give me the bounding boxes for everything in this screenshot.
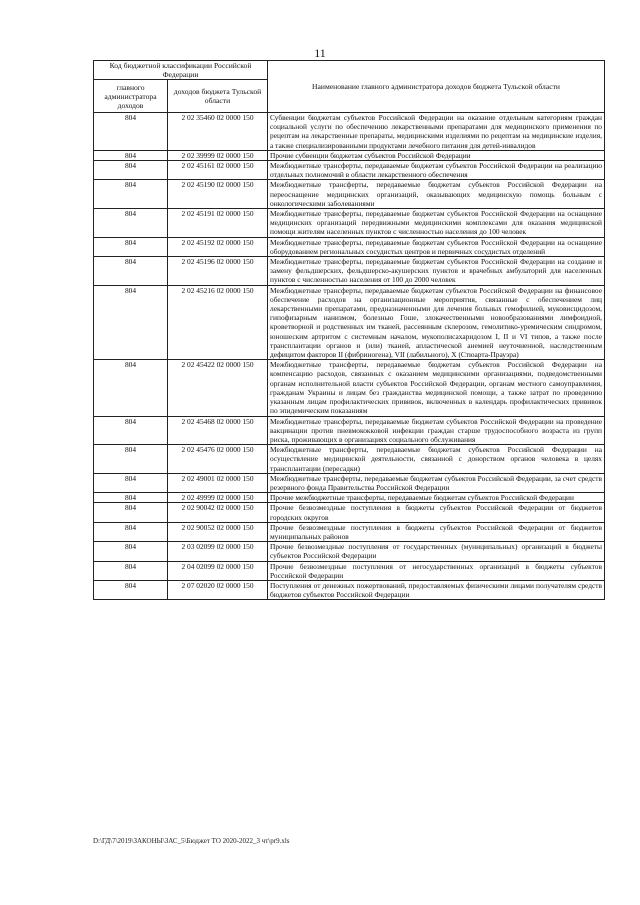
- table-row: [94, 150, 605, 160]
- header-administrator-name: Наименование главного администратора доходов бюджета Тульской области: [268, 61, 605, 113]
- page-number: 11: [314, 46, 326, 60]
- admin-code-cell: 804: [94, 360, 168, 416]
- revenue-code-cell: 2 02 45468 02 0000 150: [168, 416, 268, 445]
- revenue-name-cell: Прочие безвозмездные поступления в бюджеты субъектов Российской Федерации от бюджетов муниципальных районов: [268, 522, 605, 541]
- admin-code-cell: 804: [94, 561, 168, 580]
- revenue-name-cell: Межбюджетные трансферты, передаваемые бюджетам субъектов Российской Федерации на переоснащение медицинских организаций, оказывающих медицинскую помощь больным с онкологическими заболеваниями: [268, 180, 605, 209]
- revenue-code-cell: 2 02 45422 02 0000 150: [168, 360, 268, 416]
- table-row: [94, 237, 605, 256]
- revenue-code-cell: 2 02 90042 02 0000 150: [168, 503, 268, 522]
- table-row: [94, 503, 605, 522]
- revenue-administrators-table: [93, 60, 605, 600]
- file-path-footer: D:\ГД\7\2019\ЗАКОНЫ\ЗАС_5\Бюджет ТО 2020-2022_3 чт\pr9.xls: [93, 837, 290, 845]
- admin-code-cell: 804: [94, 180, 168, 209]
- revenue-name-cell: Субвенции бюджетам субъектов Российской Федерации на оказание отдельным категориям граждан социальной услуги по обеспечению лекарственными препаратами для медицинского применения по рецептам на лекарственные препараты, медицинскими изделиями по рецептам на медицинские изделия, а также специализированными продуктами лечебного питания для детей-инвалидов: [268, 113, 605, 151]
- admin-code-cell: 804: [94, 285, 168, 360]
- table-row: [94, 542, 605, 561]
- revenue-name-cell: Межбюджетные трансферты, передаваемые бюджетам субъектов Российской Федерации, за счет средств резервного фонда Правительства Российской Федерации: [268, 473, 605, 492]
- admin-code-cell: 804: [94, 493, 168, 503]
- admin-code-cell: 804: [94, 445, 168, 474]
- revenue-code-cell: 2 02 49001 02 0000 150: [168, 473, 268, 492]
- revenue-code-cell: 2 02 45191 02 0000 150: [168, 209, 268, 238]
- table-row: [94, 416, 605, 445]
- admin-code-cell: 804: [94, 503, 168, 522]
- revenue-code-cell: 2 02 45476 02 0000 150: [168, 445, 268, 474]
- table-row: [94, 561, 605, 580]
- admin-code-cell: 804: [94, 257, 168, 286]
- revenue-name-cell: Прочие субвенции бюджетам субъектов Российской Федерации: [268, 150, 605, 160]
- table-row: [94, 493, 605, 503]
- table-row: [94, 161, 605, 180]
- revenue-code-cell: 2 03 02099 02 0000 150: [168, 542, 268, 561]
- revenue-code-cell: 2 04 02099 02 0000 150: [168, 561, 268, 580]
- table-row: [94, 285, 605, 360]
- table-row: [94, 257, 605, 286]
- revenue-name-cell: Межбюджетные трансферты, передаваемые бюджетам субъектов Российской Федерации на оснащение медицинских организаций передвижными медицинскими комплексами для оказания медицинской помощи жителям населенных пунктов с численностью населения до 100 человек: [268, 209, 605, 238]
- header-main-administrator: главного администратора доходов: [94, 80, 168, 113]
- revenue-name-cell: Межбюджетные трансферты, передаваемые бюджетам субъектов Российской Федерации на оснащение оборудованием региональных сосудистых центров и первичных сосудистых отделений: [268, 237, 605, 256]
- revenue-name-cell: Межбюджетные трансферты, передаваемые бюджетам субъектов Российской Федерации на создание и замену фельдшерских, фельдшерско-акушерских пунктов и врачебных амбулаторий для населенных пунктов с численностью населения от 100 до 2000 человек: [268, 257, 605, 286]
- revenue-code-cell: 2 02 45161 02 0000 150: [168, 161, 268, 180]
- revenue-code-cell: 2 02 90052 02 0000 150: [168, 522, 268, 541]
- revenue-name-cell: Прочие межбюджетные трансферты, передаваемые бюджетам субъектов Российской Федерации: [268, 493, 605, 503]
- table-row: [94, 360, 605, 416]
- header-region-budget-revenue: доходов бюджета Тульской области: [168, 80, 268, 113]
- revenue-name-cell: Прочие безвозмездные поступления от негосударственных организаций в бюджеты субъектов Российской Федерации: [268, 561, 605, 580]
- table-row: [94, 180, 605, 209]
- table-row: [94, 209, 605, 238]
- revenue-name-cell: Межбюджетные трансферты, передаваемые бюджетам субъектов Российской Федерации на проведение вакцинации против пневмококковой инфекции граждан старше трудоспособного возраста из групп риска, проживающих в организациях социального обслуживания: [268, 416, 605, 445]
- admin-code-cell: 804: [94, 542, 168, 561]
- revenue-name-cell: Межбюджетные трансферты, передаваемые бюджетам субъектов Российской Федерации на реализацию отдельных полномочий в области лекарственного обеспечения: [268, 161, 605, 180]
- admin-code-cell: 804: [94, 209, 168, 238]
- admin-code-cell: 804: [94, 237, 168, 256]
- revenue-name-cell: Прочие безвозмездные поступления от государственных (муниципальных) организаций в бюджеты субъектов Российской Федерации: [268, 542, 605, 561]
- table-row: [94, 522, 605, 541]
- admin-code-cell: 804: [94, 150, 168, 160]
- admin-code-cell: 804: [94, 161, 168, 180]
- table-row: [94, 113, 605, 151]
- admin-code-cell: 804: [94, 580, 168, 599]
- revenue-code-cell: 2 02 45216 02 0000 150: [168, 285, 268, 360]
- table-row: [94, 473, 605, 492]
- revenue-name-cell: Межбюджетные трансферты, передаваемые бюджетам субъектов Российской Федерации на финансовое обеспечение расходов на организационные мероприятия, связанные с обеспечением лиц лекарственными препаратами, предназначенными для лечения больных гемофилией, муковисцидозом, гипофизарным нанизмом, болезнью Гоше, злокачественными новообразованиями лимфоидной, кроветворной и родственных им тканей, рассеянным склерозом, гемолитико-уремическим синдромом, юношеским артритом с системным началом, мукополисахаридозом I, II и VI типов, а также после трансплантации органов и (или) тканей, апластической анемией неуточненной, наследственным дефицитом факторов II (фибриногена), VII (лабильного), X (Стюарта-Прауэра): [268, 285, 605, 360]
- revenue-code-cell: 2 07 02020 02 0000 150: [168, 580, 268, 599]
- revenue-code-cell: 2 02 39999 02 0000 150: [168, 150, 268, 160]
- revenue-code-cell: 2 02 35460 02 0000 150: [168, 113, 268, 151]
- admin-code-cell: 804: [94, 416, 168, 445]
- revenue-name-cell: Поступления от денежных пожертвований, предоставляемых физическими лицами получателям средств бюджетов субъектов Российской Федерации: [268, 580, 605, 599]
- admin-code-cell: 804: [94, 473, 168, 492]
- revenue-code-cell: 2 02 45196 02 0000 150: [168, 257, 268, 286]
- revenue-code-cell: 2 02 45192 02 0000 150: [168, 237, 268, 256]
- admin-code-cell: 804: [94, 113, 168, 151]
- revenue-code-cell: 2 02 45190 02 0000 150: [168, 180, 268, 209]
- header-budget-classification-code: Код бюджетной классификации Российской Федерации: [94, 61, 268, 80]
- revenue-name-cell: Прочие безвозмездные поступления в бюджеты субъектов Российской Федерации от бюджетов городских округов: [268, 503, 605, 522]
- revenue-name-cell: Межбюджетные трансферты, передаваемые бюджетам субъектов Российской Федерации на осуществление медицинской деятельности, связанной с донорством органов человека в целях трансплантации (пересадки): [268, 445, 605, 474]
- admin-code-cell: 804: [94, 522, 168, 541]
- table-row: [94, 580, 605, 599]
- revenue-name-cell: Межбюджетные трансферты, передаваемые бюджетам субъектов Российской Федерации на компенсацию расходов, связанных с оказанием медицинскими организациями, подведомственными органам исполнительной власти субъектов Российской Федерации, органам местного самоуправления, гражданам Украины и лицам без гражданства медицинской помощи, а также затрат по проведению указанным лицам профилактических прививок, включенных в календарь профилактических прививок по эпидемическим показаниям: [268, 360, 605, 416]
- table-row: [94, 445, 605, 474]
- revenue-code-cell: 2 02 49999 02 0000 150: [168, 493, 268, 503]
